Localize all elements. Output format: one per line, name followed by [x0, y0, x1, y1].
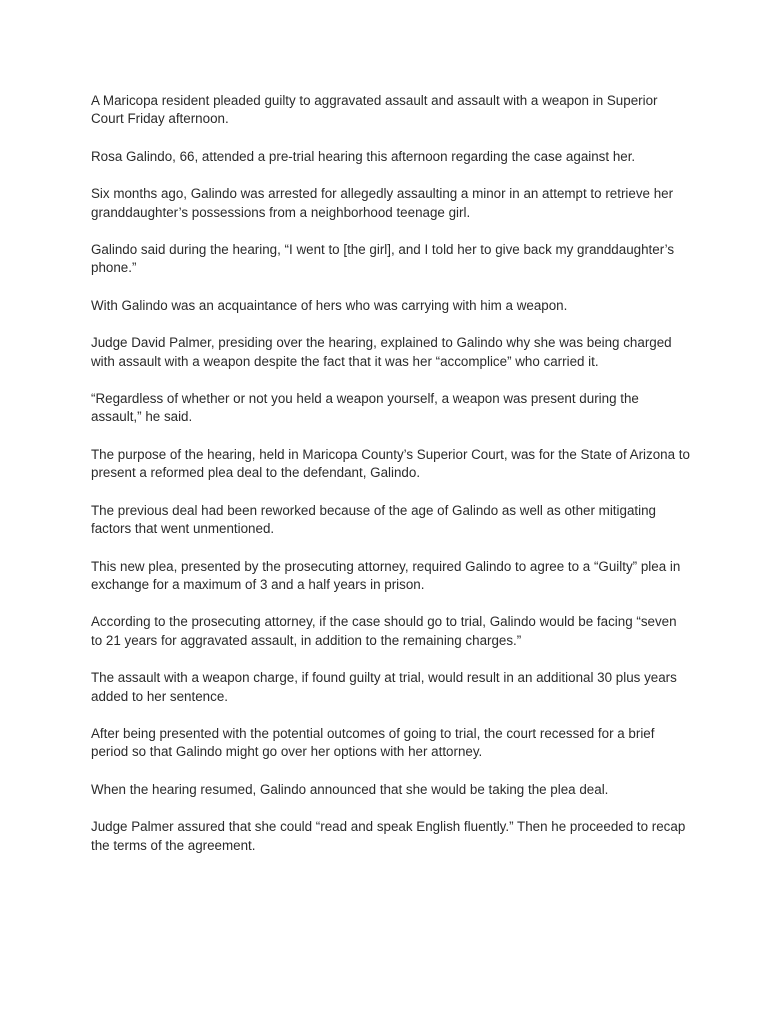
- paragraph-11: According to the prosecuting attorney, if the case should go to trial, Galindo would be facing “seven to 21 years for aggravated assault, in addition to the remaining charges.”: [91, 614, 677, 648]
- paragraph-15: Judge Palmer assured that she could “read and speak English fluently.” Then he proceeded to recap the terms of the agreement.: [91, 819, 686, 853]
- paragraph-10: This new plea, presented by the prosecuting attorney, required Galindo to agree to a “Guilty” plea in exchange for a maximum of 3 and a half years in prison.: [91, 558, 681, 592]
- paragraph-5: With Galindo was an acquaintance of hers who was carrying with him a weapon.: [91, 297, 568, 313]
- article-body: [91, 92, 691, 874]
- paragraph-7: “Regardless of whether or not you held a weapon yourself, a weapon was present during the assault,” he said.: [91, 391, 639, 425]
- paragraph-3: Six months ago, Galindo was arrested for allegedly assaulting a minor in an attempt to retrieve her granddaughter’s possessions from a neighborhood teenage girl.: [91, 186, 674, 220]
- paragraph-2: Rosa Galindo, 66, attended a pre-trial hearing this afternoon regarding the case against her.: [91, 148, 636, 164]
- paragraph-6: Judge David Palmer, presiding over the hearing, explained to Galindo why she was being charged with assault with a weapon despite the fact that it was her “accomplice” who carried it.: [91, 335, 672, 369]
- paragraph-4: Galindo said during the hearing, “I went to [the girl], and I told her to give back my granddaughter’s phone.”: [91, 242, 675, 276]
- paragraph-14: When the hearing resumed, Galindo announced that she would be taking the plea deal.: [91, 781, 609, 797]
- paragraph-8: The purpose of the hearing, held in Maricopa County’s Superior Court, was for the State of Arizona to present a reformed plea deal to the defendant, Galindo.: [91, 446, 690, 481]
- paragraph-13: After being presented with the potential outcomes of going to trial, the court recessed for a brief period so that Galindo might go over her options with her attorney.: [91, 725, 655, 760]
- paragraph-9: The previous deal had been reworked because of the age of Galindo as well as other mitigating factors that went unmentioned.: [91, 502, 656, 537]
- paragraph-12: The assault with a weapon charge, if found guilty at trial, would result in an additional 30 plus years added to her sentence.: [91, 670, 677, 704]
- paragraph-1: A Maricopa resident pleaded guilty to aggravated assault and assault with a weapon in Superior Court Friday afternoon.: [91, 93, 658, 127]
